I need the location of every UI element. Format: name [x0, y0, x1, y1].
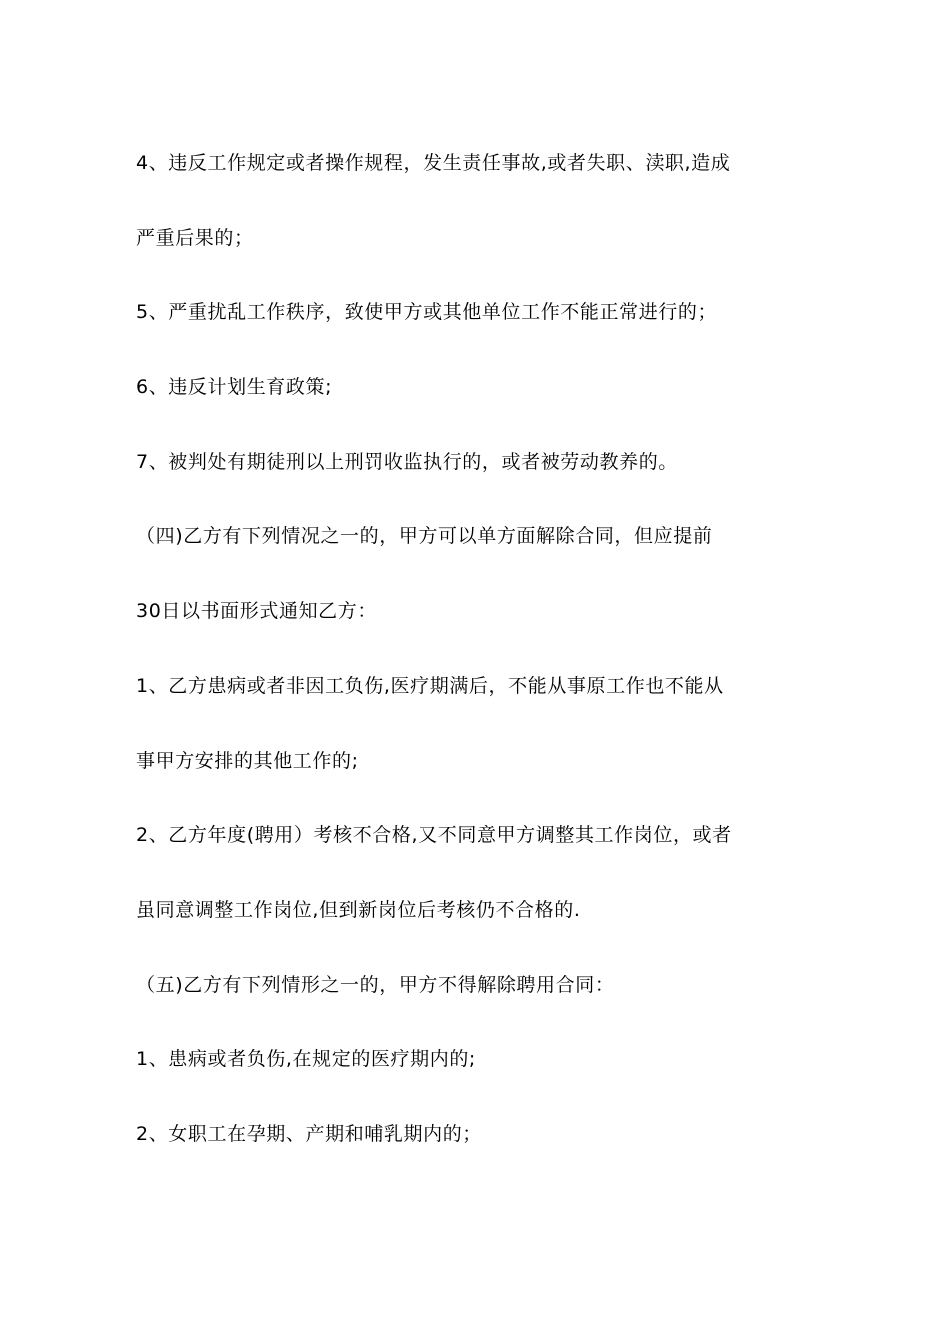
paragraph-line: 5、严重扰乱工作秩序，致使甲方或其他单位工作不能正常进行的； — [136, 301, 718, 324]
paragraph-line: 2、女职工在孕期、产期和哺乳期内的； — [136, 1122, 482, 1145]
paragraph-line: 4、违反工作规定或者操作规程，发生责任事故,或者失职、渎职,造成 — [136, 152, 731, 174]
paragraph-line: 事甲方安排的其他工作的; — [136, 749, 359, 772]
paragraph-line: 2、乙方年度(聘用）考核不合格,又不同意甲方调整其工作岗位，或者 — [136, 824, 732, 847]
paragraph-line: 1、患病或者负伤,在规定的医疗期内的; — [136, 1048, 476, 1071]
section-heading-line: （五)乙方有下列情形之一的，甲方不得解除聘用合同： — [136, 973, 615, 996]
section-heading-line: （四)乙方有下列情况之一的，甲方可以单方面解除合同，但应提前 — [136, 525, 713, 548]
paragraph-line: 6、违反计划生育政策; — [136, 376, 333, 399]
document-body — [136, 143, 826, 1189]
paragraph-line: 30日以书面形式通知乙方： — [136, 600, 377, 623]
paragraph-line: 1、乙方患病或者非因工负伤,医疗期满后，不能从事原工作也不能从 — [136, 674, 724, 697]
paragraph-line: 虽同意调整工作岗位,但到新岗位后考核仍不合格的. — [136, 898, 581, 921]
paragraph-line: 7、被判处有期徒刑以上刑罚收监执行的，或者被劳动教养的。 — [136, 450, 678, 473]
paragraph-line: 严重后果的； — [136, 226, 254, 249]
